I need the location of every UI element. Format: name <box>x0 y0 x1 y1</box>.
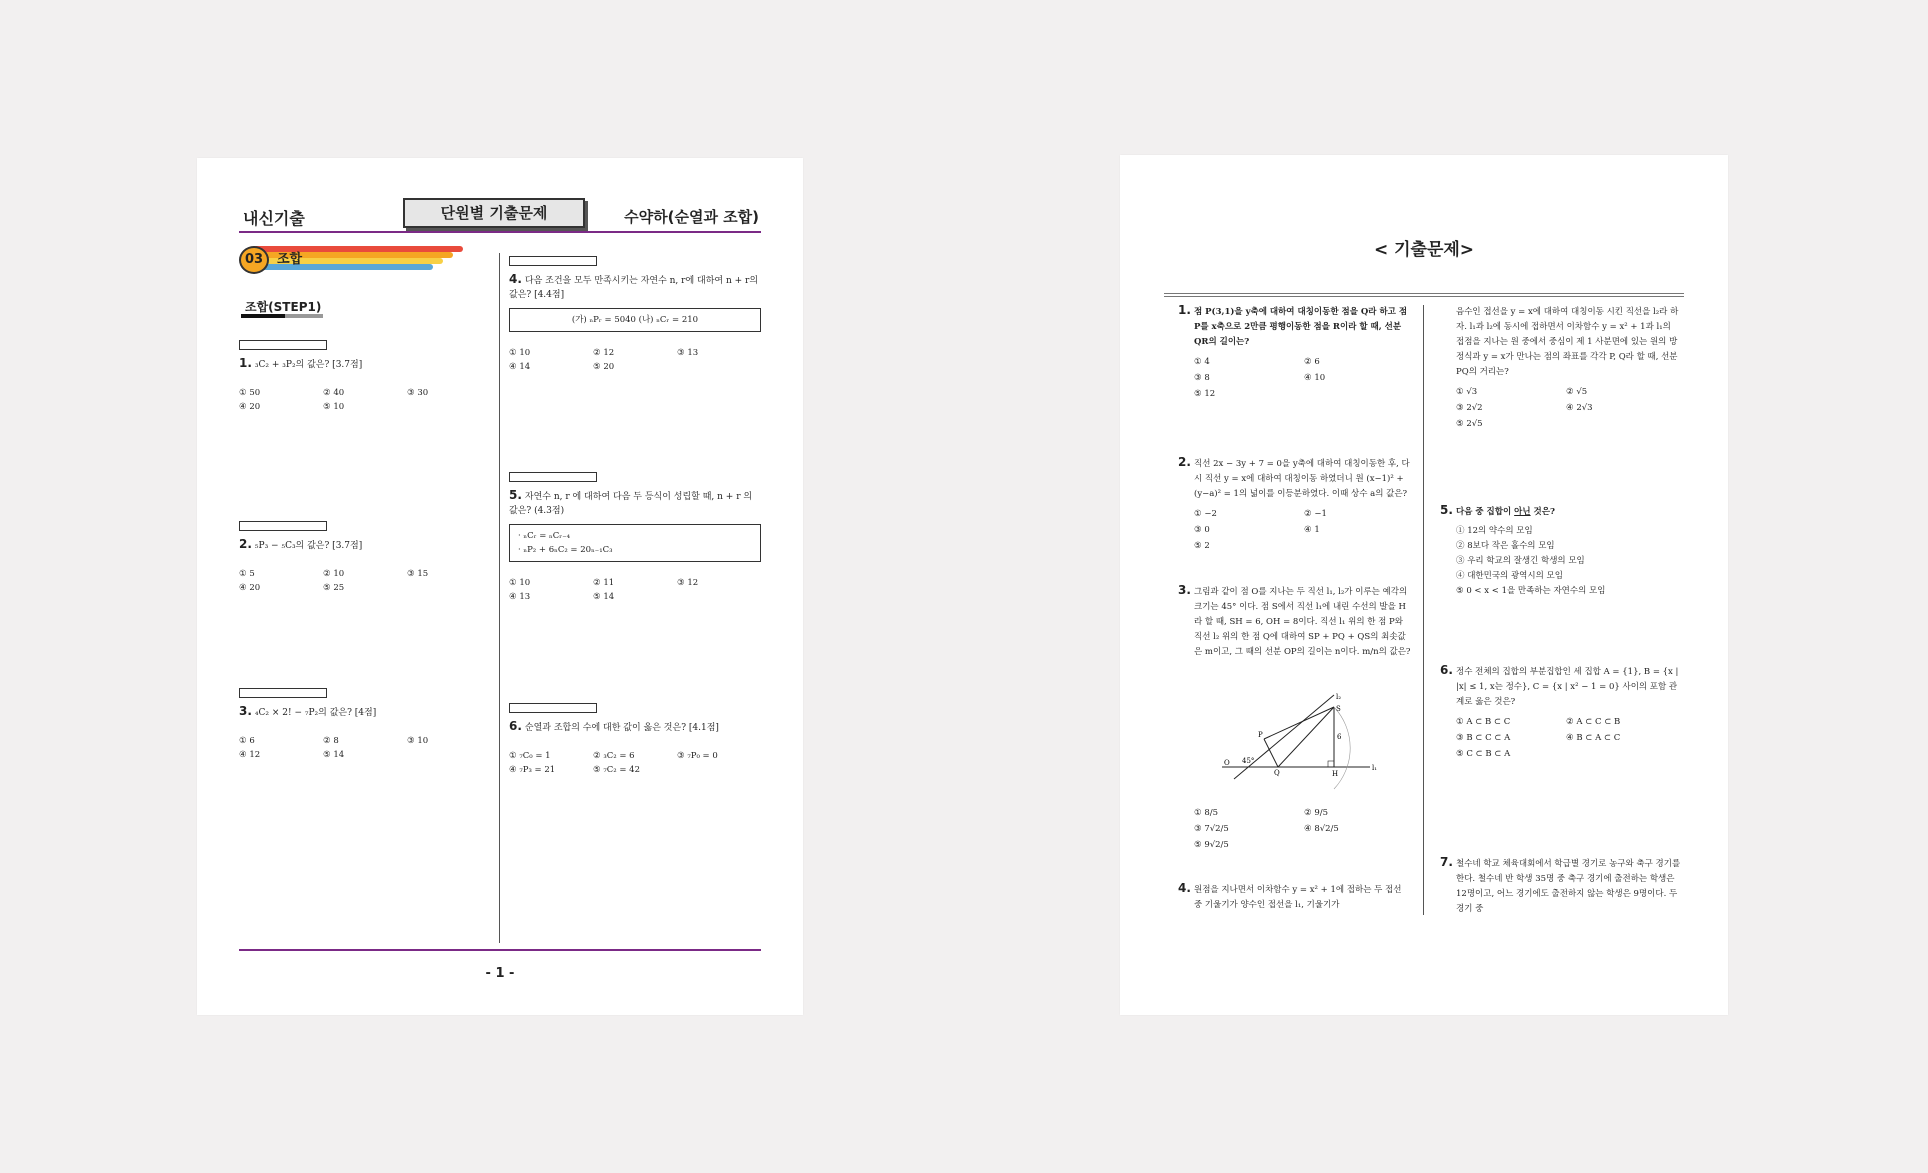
title-rule-bottom <box>1164 296 1684 297</box>
page-number: - 1 - <box>485 966 515 981</box>
option: ⑤ 10 <box>323 402 345 412</box>
options <box>239 734 489 762</box>
geometry-figure <box>1220 693 1380 793</box>
question-3-options <box>1194 801 1412 853</box>
step-underline <box>241 314 323 318</box>
option: ③ 30 <box>407 388 429 398</box>
options <box>239 567 489 595</box>
option: ⑤ ₇C₂ = 42 <box>593 765 640 775</box>
label-l2: l₂ <box>1336 693 1342 701</box>
question-6 <box>1440 663 1681 762</box>
option: ② A ⊂ C ⊂ B <box>1566 717 1621 727</box>
question-text: 그림과 같이 점 O를 지나는 두 직선 l₁, l₂가 이루는 예각의 크기는 45° 이다. 점 S에서 직선 l₁에 내린 수선의 발을 H라 할 때, SH = 6, OH = 8이다. 직선 l₁ 위의 한 점 P와 직선 l₂ 위의 한 점 Q에 대하여 SP + PQ + QS의 최솟값은 m이고, 그 때의 선분 OP의 길이는 n이다. m/n의 값은? <box>1194 587 1411 657</box>
question-5 <box>1440 503 1681 599</box>
question-4 <box>509 256 761 374</box>
question-number: 5. <box>509 488 522 502</box>
options <box>509 749 761 777</box>
question-text <box>1456 505 1681 520</box>
option: ③ 7√2/5 <box>1194 824 1229 834</box>
option: ③ 15 <box>407 569 429 579</box>
answer-blank <box>509 472 597 482</box>
label-l1: l₁ <box>1372 764 1378 772</box>
unit-title: 조합 <box>277 252 303 267</box>
option: ④ ₇P₃ = 21 <box>509 765 556 775</box>
question-4-continued <box>1456 305 1681 432</box>
options <box>239 386 489 414</box>
option: ② 12 <box>593 348 615 358</box>
label-s: S <box>1336 705 1341 713</box>
question-text-part: 것은? <box>1530 507 1555 517</box>
option: ③ ₇P₀ = 0 <box>677 751 718 761</box>
option: ⑤ 9√2/5 <box>1194 840 1229 850</box>
question-4 <box>1178 881 1412 913</box>
question-2 <box>1178 455 1412 554</box>
option: ③ 13 <box>677 348 699 358</box>
option: ⑤ 12 <box>1194 389 1216 399</box>
question-text: 정수 전체의 집합의 부분집합인 세 집합 A = {1}, B = {x | |x| ≤ 1, x는 정수}, C = {x | x² − 1 = 0} 사이의 포함 관계로 옳은 것은? <box>1456 667 1679 707</box>
question-text: 순열과 조합의 수에 대한 값이 옳은 것은? [4.1점] <box>524 723 719 733</box>
option: ④ 12 <box>239 750 261 760</box>
option: ① 5 <box>239 569 255 579</box>
options <box>1456 524 1681 599</box>
question-text: ₄C₂ × 2! − ₇P₂의 값은? [4점] <box>254 708 377 718</box>
option: ④ 10 <box>1304 373 1326 383</box>
question-number: 4. <box>1178 881 1191 895</box>
question-number: 3. <box>1178 583 1191 597</box>
unit-banner <box>239 244 471 272</box>
option: ② −1 <box>1304 509 1327 519</box>
options <box>1194 506 1412 554</box>
question-6 <box>509 703 761 777</box>
option: ⑤ C ⊂ B ⊂ A <box>1456 749 1511 759</box>
condition-line: · ₙCᵣ = ₙCᵣ₋₄ <box>518 531 571 541</box>
option: ④ 13 <box>509 592 531 602</box>
question-2 <box>239 521 489 595</box>
question-text: 철수네 학교 체육대회에서 학급별 경기로 농구와 축구 경기를 한다. 철수네 반 학생 35명 중 축구 경기에 출전하는 학생은 12명이고, 어느 경기에도 출전하지 않는 학생은 9명이다. 두 경기 중 <box>1456 859 1681 914</box>
question-1 <box>239 340 489 414</box>
answer-blank <box>509 703 597 713</box>
options <box>1194 805 1412 853</box>
title-rule-top <box>1164 293 1684 294</box>
answer-blank <box>239 340 327 350</box>
page-title: < 기출문제> <box>1373 240 1475 260</box>
option: ⑤ 2√5 <box>1456 419 1483 429</box>
column-divider <box>1423 305 1424 915</box>
question-number: 4. <box>509 272 522 286</box>
question-3 <box>1178 583 1412 660</box>
header-center-box: 단원별 기출문제 <box>403 198 585 228</box>
condition-box: (가) ₙPᵣ = 5040 (나) ₙCᵣ = 210 <box>509 308 761 332</box>
question-number: 6. <box>1440 663 1453 677</box>
option: ④ 20 <box>239 402 261 412</box>
options <box>509 576 761 604</box>
question-text: ₅P₃ − ₅C₃의 값은? [3.7점] <box>254 541 363 551</box>
option: ③ B ⊂ C ⊂ A <box>1456 733 1511 743</box>
header-left: 내신기출 <box>243 209 305 228</box>
option: ① 12의 약수의 모임 <box>1456 526 1533 536</box>
label-angle: 45° <box>1242 757 1255 765</box>
options <box>509 346 761 374</box>
column-divider <box>499 253 500 943</box>
segment-sp <box>1264 707 1334 739</box>
question-text-part: 다음 중 집합이 <box>1456 507 1515 517</box>
option: ③ 2√2 <box>1456 403 1483 413</box>
option: ② 8보다 작은 홀수의 모임 <box>1456 541 1555 551</box>
option: ⑤ 2 <box>1194 541 1210 551</box>
option: ③ 우리 학교의 잘생긴 학생의 모임 <box>1456 556 1585 566</box>
option: ① 8/5 <box>1194 808 1219 818</box>
option: ④ 대한민국의 광역시의 모임 <box>1456 571 1563 581</box>
label-q: Q <box>1274 769 1280 777</box>
question-number: 1. <box>239 356 252 370</box>
question-text: 음수인 접선을 y = x에 대하여 대칭이동 시킨 직선을 l₂라 하자. l₁과 l₂에 동시에 접하면서 이차함수 y = x² + 1과 l₁의 접점을 지나는 원 중에서 중심이 제 1 사분면에 있는 원의 방정식과 y = x가 만나는 점의 좌표를 각각 P, Q라 할 때, 선분 PQ의 거리는? <box>1456 307 1679 377</box>
question-number: 2. <box>1178 455 1191 469</box>
question-number: 7. <box>1440 855 1453 869</box>
question-number: 2. <box>239 537 252 551</box>
question-text: ₃C₂ + ₃P₂의 값은? [3.7점] <box>254 360 363 370</box>
question-5 <box>509 472 761 604</box>
line-l2 <box>1234 695 1334 779</box>
option: ④ 14 <box>509 362 531 372</box>
option: ② 40 <box>323 388 345 398</box>
right-angle-mark <box>1328 761 1334 767</box>
options <box>1456 714 1681 762</box>
option: ① A ⊂ B ⊂ C <box>1456 717 1511 727</box>
options <box>1194 354 1412 402</box>
question-text: 직선 2x − 3y + 7 = 0을 y축에 대하여 대칭이동한 후, 다시 직선 y = x에 대하여 대칭이동 하였더니 원 (x−1)² + (y−a)² = 1의 넓이를 이등분하였다. 이때 상수 a의 값은? <box>1194 459 1410 499</box>
option: ④ B ⊂ A ⊂ C <box>1566 733 1621 743</box>
question-1 <box>1178 303 1412 402</box>
option: ① −2 <box>1194 509 1217 519</box>
option: ④ 8√2/5 <box>1304 824 1339 834</box>
question-3 <box>239 688 489 762</box>
question-number: 1. <box>1178 303 1191 317</box>
option: ② 10 <box>323 569 345 579</box>
question-text: 자연수 n, r 에 대하여 다음 두 등식이 성립할 때, n + r 의 값은? (4.3점) <box>509 492 753 516</box>
document-page-1 <box>197 158 803 1015</box>
option: ⑤ 0 < x < 1을 만족하는 자연수의 모임 <box>1456 586 1606 596</box>
option: ① 50 <box>239 388 261 398</box>
option: ① 6 <box>239 736 255 746</box>
option: ② 9/5 <box>1304 808 1329 818</box>
question-7 <box>1440 855 1681 917</box>
step-title: 조합(STEP1) <box>245 300 322 314</box>
option: ⑤ 14 <box>593 592 615 602</box>
option: ① 10 <box>509 578 531 588</box>
document-page-2 <box>1120 155 1728 1015</box>
question-text: 원점을 지나면서 이차함수 y = x² + 1에 접하는 두 접선 중 기울기가 양수인 접선을 l₁, 기울기가 <box>1194 885 1402 910</box>
question-number: 3. <box>239 704 252 718</box>
option: ③ 12 <box>677 578 699 588</box>
question-number: 5. <box>1440 503 1453 517</box>
option: ⑤ 14 <box>323 750 345 760</box>
label-h: H <box>1332 770 1339 778</box>
question-text: 점 P(3,1)을 y축에 대하여 대칭이동한 점을 Q라 하고 점 P를 x축으로 2만큼 평행이동한 점을 R이라 할 때, 선분 QR의 길이는? <box>1194 307 1408 347</box>
condition-line: · ₙP₂ + 6ₙC₂ = 20ₙ₋₁C₃ <box>518 545 613 555</box>
option: ④ 1 <box>1304 525 1320 535</box>
option: ① √3 <box>1456 387 1478 397</box>
option: ② √5 <box>1566 387 1588 397</box>
answer-blank <box>239 521 327 531</box>
unit-number-badge: 03 <box>239 246 269 274</box>
label-o: O <box>1224 759 1230 767</box>
answer-blank <box>509 256 597 266</box>
header-right: 수약하(순열과 조합) <box>624 208 759 226</box>
segment-qs <box>1278 707 1334 767</box>
question-text-underlined: 아닌 <box>1514 507 1531 517</box>
option: ① 4 <box>1194 357 1210 367</box>
options <box>1456 384 1681 432</box>
option: ③ 0 <box>1194 525 1210 535</box>
option: ③ 8 <box>1194 373 1210 383</box>
answer-blank <box>239 688 327 698</box>
condition-box <box>509 524 761 562</box>
option: ② 6 <box>1304 357 1320 367</box>
option: ④ 2√3 <box>1566 403 1593 413</box>
option: ① 10 <box>509 348 531 358</box>
question-text: 다음 조건을 모두 만족시키는 자연수 n, r에 대하여 n + r의 값은? [4.4점] <box>509 276 759 300</box>
option: ② ₃C₂ = 6 <box>593 751 635 761</box>
option: ② 11 <box>593 578 615 588</box>
option: ② 8 <box>323 736 339 746</box>
option: ⑤ 25 <box>323 583 345 593</box>
header-divider <box>239 231 761 233</box>
option: ④ 20 <box>239 583 261 593</box>
question-number: 6. <box>509 719 522 733</box>
label-p: P <box>1258 731 1263 739</box>
option: ① ₇C₀ = 1 <box>509 751 551 761</box>
option: ③ 10 <box>407 736 429 746</box>
footer-divider <box>239 949 761 951</box>
label-six: 6 <box>1337 733 1342 741</box>
option: ⑤ 20 <box>593 362 615 372</box>
